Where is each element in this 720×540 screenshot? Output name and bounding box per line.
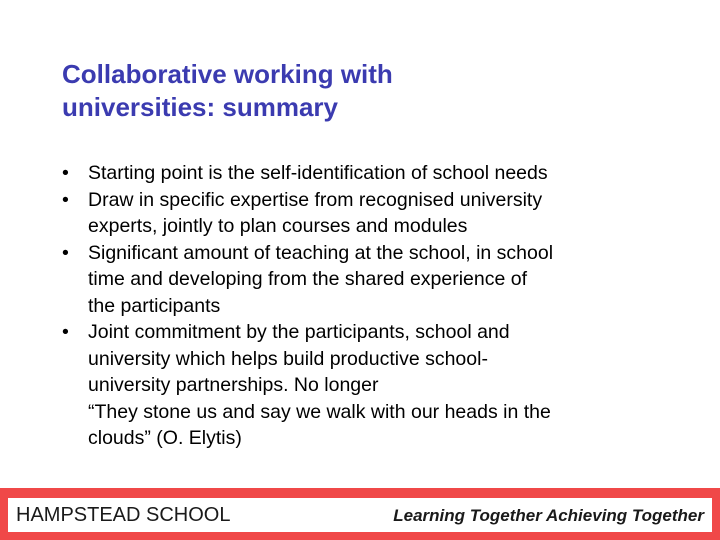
bullet-text <box>88 319 682 452</box>
bullet-item <box>62 160 682 187</box>
footer-panel <box>8 498 712 532</box>
school-name: HAMPSTEAD SCHOOL <box>16 504 231 526</box>
footer-band <box>0 488 720 540</box>
bullet-text <box>88 160 682 187</box>
bullet-item <box>62 187 682 240</box>
slide-title-line: Collaborative working with <box>62 59 393 89</box>
bullet-text-line: time and developing from the shared experience of <box>88 268 528 290</box>
bullet-text-line: university which helps build productive school- <box>88 347 488 370</box>
bullet-text-line: clouds” (O. Elytis) <box>88 427 242 449</box>
bullet-dot-icon: • <box>62 188 69 211</box>
bullet-item <box>62 319 682 452</box>
bullet-text-line: Starting point is the self-identification of school needs <box>88 162 548 184</box>
slide-title <box>62 58 662 124</box>
bullet-text-line: “They stone us and say we walk with our heads in the <box>88 400 551 423</box>
bullet-text-line: experts, jointly to plan courses and modules <box>88 215 468 237</box>
bullet-text <box>88 187 682 240</box>
bullet-text-line: the participants <box>88 294 221 317</box>
bullet-item <box>62 240 682 320</box>
bullet-dot-icon: • <box>62 162 69 184</box>
slide-title-line: universities: summary <box>62 92 339 122</box>
bullet-list <box>62 160 682 452</box>
bullet-text-line: Joint commitment by the participants, school and <box>88 321 510 343</box>
bullet-text <box>88 240 682 320</box>
bullet-text-line: Significant amount of teaching at the school, in school <box>88 241 554 264</box>
bullet-text-line: university partnerships. No longer <box>88 374 379 396</box>
bullet-dot-icon: • <box>62 321 69 343</box>
bullet-text-line: Draw in specific expertise from recognised university <box>88 188 543 211</box>
bullet-dot-icon: • <box>62 241 69 264</box>
school-motto: Learning Together Achieving Together <box>393 506 704 525</box>
